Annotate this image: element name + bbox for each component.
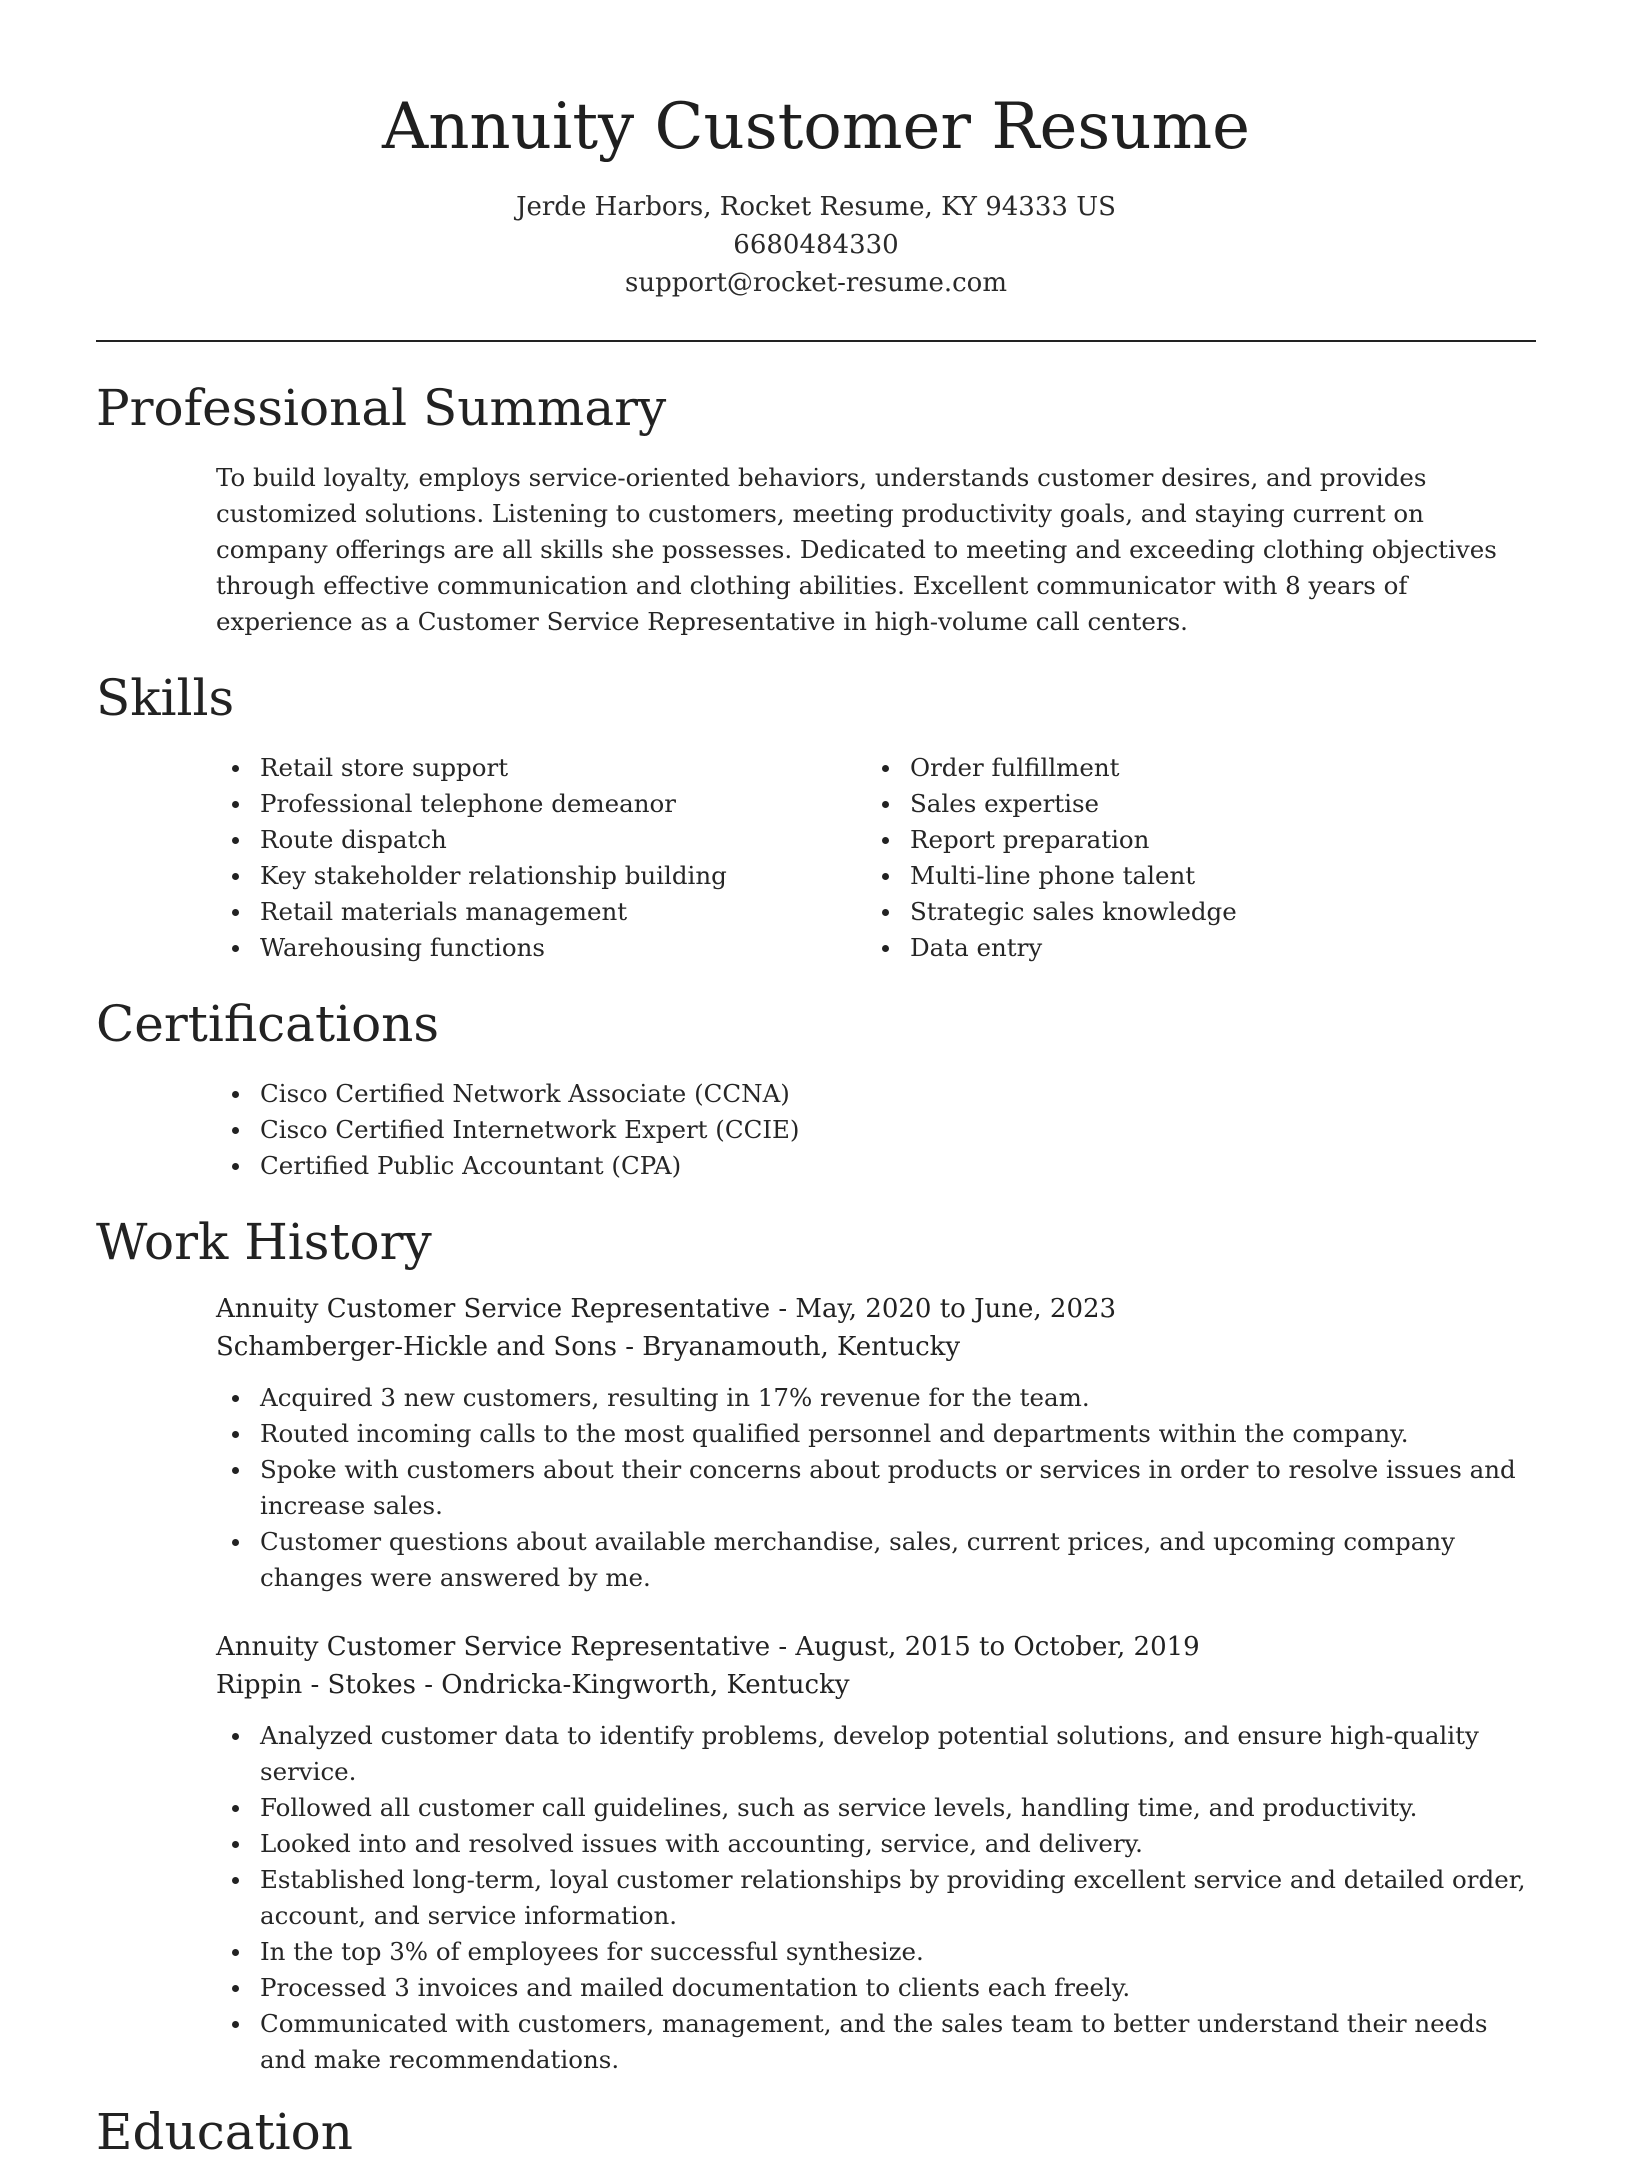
job-bullet: Followed all customer call guidelines, such as service levels, handling time, and productivity. [216,1790,1536,1826]
contact-email: support@rocket-resume.com [624,268,1007,298]
job-bullet: Routed incoming calls to the most qualified personnel and departments within the company. [216,1416,1536,1452]
job-bullet: Analyzed customer data to identify problems, develop potential solutions, and ensure high-quality service. [216,1718,1536,1790]
skill-item: Key stakeholder relationship building [216,858,866,894]
skill-item: Multi-line phone talent [866,858,1516,894]
job-bullet: Customer questions about available merchandise, sales, current prices, and upcoming company changes were answered by me. [216,1524,1536,1596]
work-history-section [96,1212,1536,2078]
skill-item: Sales expertise [866,786,1516,822]
skill-item: Route dispatch [216,822,866,858]
skill-item: Retail store support [216,750,866,786]
skill-item: Professional telephone demeanor [216,786,866,822]
skill-item: Strategic sales knowledge [866,894,1516,930]
skill-item: Order fulfillment [866,750,1516,786]
job-bullet: In the top 3% of employees for successful synthesize. [216,1934,1536,1970]
skill-item: Data entry [866,930,1516,966]
skills-heading: Skills [96,669,235,727]
summary-heading: Professional Summary [96,379,667,437]
certification-item: Certified Public Accountant (CPA) [216,1148,1536,1184]
job-bullets [216,1380,1536,1596]
skill-item: Warehousing functions [216,930,866,966]
skill-item: Retail materials management [216,894,866,930]
certifications-heading: Certifications [96,995,440,1053]
skills-columns [216,750,1536,966]
job-company-line: Schamberger-Hickle and Sons - Bryanamouth, Kentucky [216,1332,961,1362]
work-history-heading: Work History [96,1213,432,1271]
education-section [96,2102,1536,2162]
job-entry [216,1628,1536,1704]
skill-item: Report preparation [866,822,1516,858]
job-role-line: Annuity Customer Service Representative - August, 2015 to October, 2019 [216,1632,1200,1662]
job-bullet: Looked into and resolved issues with accounting, service, and delivery. [216,1826,1536,1862]
job-bullet: Communicated with customers, management, and the sales team to better understand their needs and make recommendations. [216,2006,1536,2078]
job-role-line: Annuity Customer Service Representative - May, 2020 to June, 2023 [216,1294,1117,1324]
job-bullet: Acquired 3 new customers, resulting in 17% revenue for the team. [216,1380,1536,1416]
resume-title: Annuity Customer Resume [381,90,1251,164]
certifications-section [96,994,1536,1184]
job-bullet: Established long-term, loyal customer relationships by providing excellent service and detailed order, account, and service information. [216,1862,1536,1934]
header-divider [96,340,1536,342]
contact-address: Jerde Harbors, Rocket Resume, KY 94333 US [516,192,1116,222]
summary-section [96,378,1536,640]
skills-list-left [216,750,866,966]
resume-header [96,0,1536,302]
education-heading: Education [96,2103,353,2161]
contact-block [96,188,1536,302]
contact-phone: 6680484330 [733,230,899,260]
resume-page [96,0,1536,2162]
skills-section [96,668,1536,966]
certification-item: Cisco Certified Network Associate (CCNA) [216,1076,1536,1112]
job-bullet: Spoke with customers about their concerns about products or services in order to resolve issues and increase sales. [216,1452,1536,1524]
job-bullet: Processed 3 invoices and mailed documentation to clients each freely. [216,1970,1536,2006]
job-entry [216,1290,1536,1366]
certifications-list [216,1076,1536,1184]
certification-item: Cisco Certified Internetwork Expert (CCIE) [216,1112,1536,1148]
skills-list-right [866,750,1516,966]
job-company-line: Rippin - Stokes - Ondricka-Kingworth, Kentucky [216,1670,850,1700]
job-bullets [216,1718,1536,2078]
summary-text: To build loyalty, employs service-oriented behaviors, understands customer desires, and provides customized solutions. Listening to customers, meeting productivity goals, and staying current on company offerings are all skills she possesses. Dedicated to meeting and exceeding clothing objectives through effective communication and clothing abilities. Excellent communicator with 8 years of experience as a Customer Service Representative in high-volume call centers. [216,463,1497,636]
